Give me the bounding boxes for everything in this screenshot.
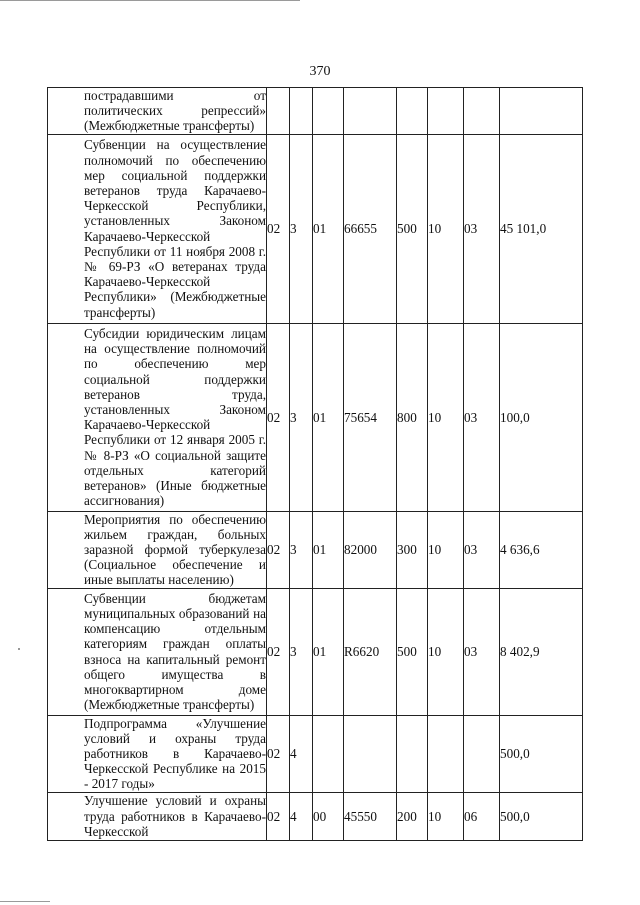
cell-gp: 02 [267, 792, 290, 840]
row-name: Субсидии юридическим лицам на осуществление полномочий по обеспечению мер социальной поддержки ветеранов труда, установленных Законом Карачаево-Черкесской Республики от 12 января 2005 г. № 8-РЗ «О социальной защите отдельных категорий ветеранов» (Иные бюджетные ассигнования) [48, 323, 267, 511]
row-name: Улучшение условий и охраны труда работников в Карачаево-Черкесской [48, 792, 267, 840]
cell-rz: 10 [428, 323, 464, 511]
cell-om: 01 [313, 511, 344, 588]
cell-amount: 500,0 [500, 715, 583, 792]
table-row [48, 792, 583, 840]
cell-direction: 66655 [344, 134, 397, 323]
table-row [48, 588, 583, 715]
cell-vr: 500 [397, 134, 428, 323]
cell-pr: 03 [464, 588, 500, 715]
cell-om [313, 88, 344, 135]
cell-direction: R6620 [344, 588, 397, 715]
cell-vr: 300 [397, 511, 428, 588]
row-name: пострадавшими от политических репрессий» (Межбюджетные трансферты) [48, 88, 267, 135]
cell-vr [397, 715, 428, 792]
scan-edge-bottom [0, 901, 50, 902]
cell-gp [267, 88, 290, 135]
table-row [48, 134, 583, 323]
cell-amount: 500,0 [500, 792, 583, 840]
cell-rz: 10 [428, 511, 464, 588]
cell-pr: 03 [464, 134, 500, 323]
cell-amount [500, 88, 583, 135]
cell-rz: 10 [428, 792, 464, 840]
cell-pp [290, 88, 313, 135]
cell-pr: 03 [464, 323, 500, 511]
row-name: Субвенции бюджетам муниципальных образований на компенсацию отдельным категориям граждан оплаты взноса на капитальный ремонт общего имущества в многоквартирном доме (Межбюджетные трансферты) [48, 588, 267, 715]
cell-rz: 10 [428, 134, 464, 323]
cell-pp: 4 [290, 792, 313, 840]
cell-om: 01 [313, 134, 344, 323]
cell-amount: 4 636,6 [500, 511, 583, 588]
cell-amount: 45 101,0 [500, 134, 583, 323]
row-name: Подпрограмма «Улучшение условий и охраны труда работников в Карачаево-Черкесской Республике на 2015 - 2017 годы» [48, 715, 267, 792]
scan-edge-top [0, 0, 300, 1]
table-row [48, 88, 583, 135]
cell-amount: 8 402,9 [500, 588, 583, 715]
row-name: Мероприятия по обеспечению жильем граждан, больных заразной формой туберкулеза (Социальное обеспечение и иные выплаты населению) [48, 511, 267, 588]
cell-om: 01 [313, 323, 344, 511]
budget-table [47, 87, 583, 841]
cell-vr: 500 [397, 588, 428, 715]
scan-speck [18, 648, 20, 650]
cell-direction [344, 88, 397, 135]
cell-pr [464, 715, 500, 792]
cell-rz: 10 [428, 588, 464, 715]
cell-om: 00 [313, 792, 344, 840]
cell-rz [428, 88, 464, 135]
cell-pp: 3 [290, 323, 313, 511]
table-row [48, 715, 583, 792]
page-number: 370 [309, 64, 331, 79]
cell-gp: 02 [267, 588, 290, 715]
cell-gp: 02 [267, 323, 290, 511]
row-name: Субвенции на осуществление полномочий по обеспечению мер социальной поддержки ветеранов труда Карачаево-Черкесской Республики, установленных Законом Карачаево-Черкесской Республики от 11 ноября 2008 г. № 69-РЗ «О ветеранах труда Карачаево-Черкесской Республики» (Межбюджетные трансферты) [48, 134, 267, 323]
cell-vr: 200 [397, 792, 428, 840]
cell-pr: 03 [464, 511, 500, 588]
cell-pr: 06 [464, 792, 500, 840]
cell-direction [344, 715, 397, 792]
cell-amount: 100,0 [500, 323, 583, 511]
cell-pr [464, 88, 500, 135]
budget-table-body [48, 88, 583, 841]
cell-gp: 02 [267, 511, 290, 588]
cell-gp: 02 [267, 134, 290, 323]
cell-direction: 45550 [344, 792, 397, 840]
cell-pp: 3 [290, 588, 313, 715]
cell-om [313, 715, 344, 792]
cell-rz [428, 715, 464, 792]
cell-direction: 82000 [344, 511, 397, 588]
cell-pp: 4 [290, 715, 313, 792]
cell-vr [397, 88, 428, 135]
cell-direction: 75654 [344, 323, 397, 511]
table-row [48, 511, 583, 588]
cell-pp: 3 [290, 134, 313, 323]
cell-gp: 02 [267, 715, 290, 792]
cell-pp: 3 [290, 511, 313, 588]
cell-om: 01 [313, 588, 344, 715]
cell-vr: 800 [397, 323, 428, 511]
table-row [48, 323, 583, 511]
